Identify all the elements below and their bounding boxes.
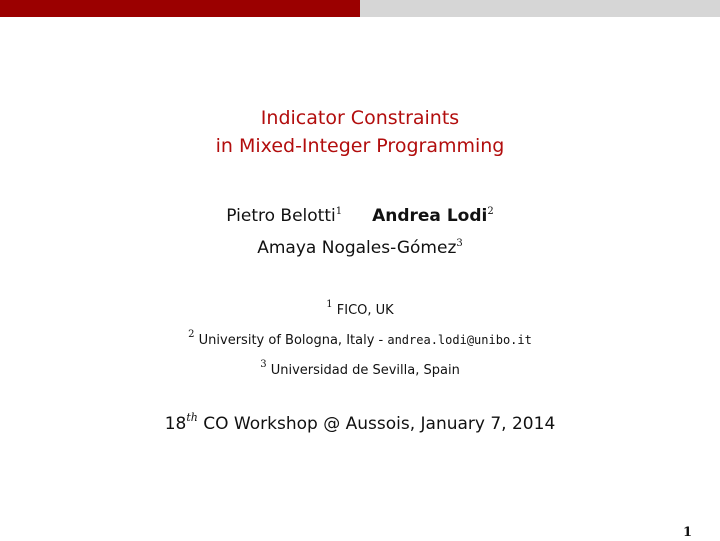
progress-bar bbox=[0, 0, 720, 17]
affiliation-text: FICO, UK bbox=[336, 303, 394, 318]
affiliation-1 bbox=[0, 299, 720, 318]
progress-bar-fill bbox=[0, 0, 360, 17]
author-mark: 3 bbox=[456, 238, 463, 249]
author-name: Amaya Nogales-Gómez bbox=[257, 238, 457, 258]
authors-line-2 bbox=[0, 238, 720, 258]
author-name: Pietro Belotti bbox=[226, 206, 336, 226]
authors-line-1 bbox=[0, 206, 720, 226]
affiliation-email: andrea.lodi@unibo.it bbox=[387, 333, 532, 347]
affiliation-mark: 3 bbox=[260, 359, 267, 370]
affiliation-3 bbox=[0, 359, 720, 378]
slide-title-line-1: Indicator Constraints bbox=[260, 107, 460, 129]
page-number: 1 bbox=[682, 525, 692, 540]
author-name-presenter: Andrea Lodi bbox=[372, 206, 488, 226]
slide-title-line-2: in Mixed-Integer Programming bbox=[215, 135, 505, 157]
affiliation-mark: 2 bbox=[188, 329, 195, 340]
affiliation-text: Universidad de Sevilla, Spain bbox=[270, 363, 460, 378]
affiliation-text: University of Bologna, Italy - bbox=[198, 333, 388, 348]
author-mark: 2 bbox=[487, 206, 494, 217]
workshop-ordinal: 18 bbox=[164, 414, 187, 434]
affiliation-2 bbox=[0, 329, 720, 348]
workshop-text: CO Workshop @ Aussois, January 7, 2014 bbox=[197, 414, 556, 434]
workshop-line bbox=[0, 411, 720, 434]
author-mark: 1 bbox=[335, 206, 343, 217]
affiliation-mark: 1 bbox=[326, 299, 333, 310]
workshop-ordinal-suffix: th bbox=[186, 411, 198, 424]
